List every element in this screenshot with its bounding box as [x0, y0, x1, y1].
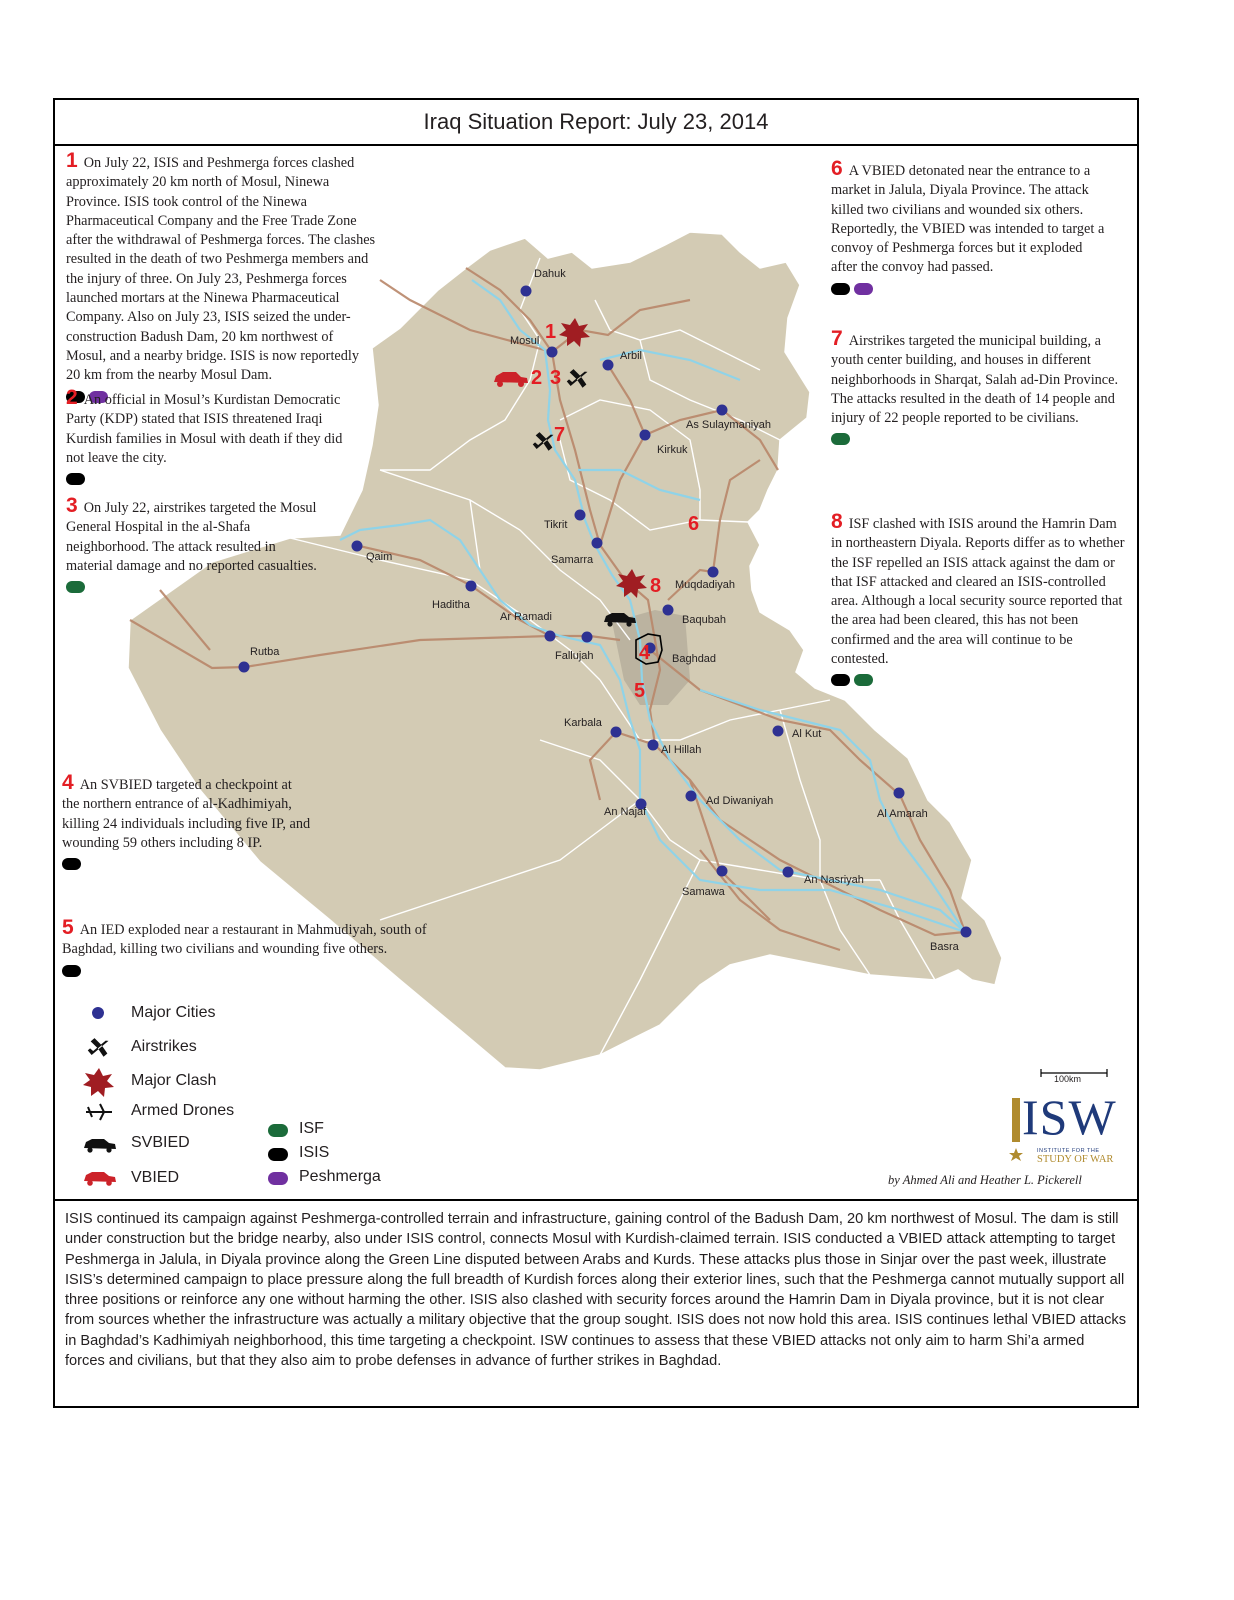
event-7 — [831, 329, 1123, 447]
event-5 — [62, 918, 462, 979]
city-dot-icon — [547, 347, 558, 358]
event-6-number: 6 — [831, 157, 843, 180]
event-2 — [66, 388, 350, 487]
city-label: Fallujah — [555, 650, 594, 662]
city-dot-icon — [773, 726, 784, 737]
city-label: Karbala — [564, 717, 602, 729]
event-5-text: An IED exploded near a restaurant in Mahmudiyah, south of Baghdad, killing two civilians and wounding five others. — [62, 922, 427, 958]
isis-pill — [831, 674, 850, 686]
event-7-text: Airstrikes targeted the municipal building, a youth center building, and houses in different neighborhoods in Sharqat, Salah ad-Din Province. The attacks resulted in the death of 14 people and injury of 22 people reported to be civilians. — [831, 333, 1119, 427]
city-label: Dahuk — [534, 268, 566, 280]
city-label: Basra — [930, 941, 959, 953]
peshmerga-pill — [854, 283, 873, 295]
event-2-number: 2 — [66, 386, 78, 409]
city-label: Qaim — [366, 551, 393, 563]
city-dot-icon — [640, 430, 651, 441]
city-dot-icon — [466, 581, 477, 592]
legend-armed-drone-icon — [86, 1104, 112, 1120]
map-event-number-7: 7 — [554, 424, 566, 446]
event-3-actors — [66, 581, 326, 595]
city-dot-icon — [239, 662, 250, 673]
event-8-number: 8 — [831, 510, 843, 533]
city-label: Al Kut — [792, 728, 822, 740]
city-label: As Sulaymaniyah — [686, 419, 771, 431]
event-1 — [66, 151, 376, 405]
event-6-actors — [831, 283, 1111, 297]
event-3-text: On July 22, airstrikes targeted the Mosul General Hospital in the al-Shafa neighborhood. The attack resulted in material damage and no reported casualties. — [66, 500, 317, 574]
event-7-number: 7 — [831, 327, 843, 350]
event-8-actors — [831, 674, 1131, 688]
map-event-number-6: 6 — [688, 513, 700, 535]
legend-vbied-icon — [84, 1172, 116, 1186]
city-label: An Najaf — [604, 806, 647, 818]
legend-airstrike-icon — [85, 1032, 115, 1061]
legend-symbols — [83, 1007, 288, 1186]
legend-isis: ISIS — [299, 1144, 330, 1161]
legend-major-clash-icon — [83, 1068, 114, 1097]
city-dot-icon — [611, 727, 622, 738]
event-2-text: An official in Mosul’s Kurdistan Democratic Party (KDP) stated that ISIS threatened Iraqi Kurdish families in Mosul with death if they did not leave the city. — [66, 392, 343, 466]
legend-airstrikes: Airstrikes — [131, 1038, 197, 1055]
event-4 — [62, 773, 312, 872]
event-6-text: A VBIED detonated near the entrance to a market in Jalula, Diyala Province. The attack killed two civilians and wounded six others. Reportedly, the VBIED was intended to target a convoy of Peshmerga forces but it exploded after the convoy had passed. — [831, 163, 1105, 276]
scale-label: 100km — [1054, 1074, 1082, 1084]
event-3-number: 3 — [66, 494, 78, 517]
isf-pill — [854, 674, 873, 686]
isf-pill — [831, 433, 850, 445]
map-event-number-8: 8 — [650, 575, 662, 597]
map-event-number-4: 4 — [639, 642, 651, 664]
isis-pill — [62, 965, 81, 977]
event-1-number: 1 — [66, 149, 78, 172]
event-8-text: ISF clashed with ISIS around the Hamrin Dam in northeastern Diyala. Reports differ as to whether the ISF repelled an ISIS attack against the dam or that ISF attacked and cleared an ISIS-controlled area. Although a local security source reported that the area had been cleared, this has not been confirmed and the area will continue to be contested. — [831, 516, 1125, 668]
legend-svbied: SVBIED — [131, 1134, 190, 1151]
city-label: Baqubah — [682, 614, 727, 626]
city-dot-icon — [717, 405, 728, 416]
byline: by Ahmed Ali and Heather L. Pickerell — [888, 1173, 1082, 1187]
legend-isis-pill-icon — [268, 1148, 288, 1161]
city-dot-icon — [582, 632, 593, 643]
isis-pill — [66, 473, 85, 485]
legend-peshmerga: Peshmerga — [299, 1168, 381, 1185]
event-7-actors — [831, 433, 1123, 447]
city-dot-icon — [592, 538, 603, 549]
legend-vbied: VBIED — [131, 1169, 180, 1186]
event-2-actors — [66, 473, 350, 487]
city-dot-icon — [717, 866, 728, 877]
isw-logo-line1: INSTITUTE FOR THE — [1037, 1148, 1100, 1154]
map-event-number-1: 1 — [545, 321, 557, 343]
city-label: Haditha — [432, 599, 470, 611]
city-label: Tikrit — [544, 519, 568, 531]
city-dot-icon — [575, 510, 586, 521]
city-label: Ad Diwaniyah — [706, 795, 774, 807]
city-dot-icon — [783, 867, 794, 878]
event-4-number: 4 — [62, 771, 74, 794]
city-label: Al Hillah — [661, 744, 702, 756]
city-label: Al Amarah — [877, 808, 928, 820]
event-5-actors — [62, 965, 462, 979]
legend-city-dot-icon — [92, 1007, 104, 1019]
event-1-text: On July 22, ISIS and Peshmerga forces clashed approximately 20 km north of Mosul, Ninewa Province. ISIS took control of the Ninewa Pharmaceutical Company and the Free Trade Zone after the withdrawal of Peshmerga forces. The clashes resulted in the death of two Peshmerga members and the injury of three. On July 23, Peshmerga forces launched mortars at the Ninewa Pharmaceutical Company. Also on July 23, ISIS seized the under-construction Badush Dam, 20 km northwest of Mosul, and a nearby bridge. ISIS is now reportedly 20 km from the nearby Mosul Dam. — [66, 155, 376, 384]
city-dot-icon — [961, 927, 972, 938]
city-dot-icon — [686, 791, 697, 802]
map-event-number-5: 5 — [634, 680, 646, 702]
event-4-text: An SVBIED targeted a checkpoint at the northern entrance of al-Kadhimiyah, killing 24 individuals including five IP, and wounding 59 others including 8 IP. — [62, 777, 311, 851]
map-event-number-3: 3 — [550, 367, 562, 389]
isf-pill — [66, 581, 85, 593]
city-dot-icon — [352, 541, 363, 552]
isw-logo-letters: ISW — [1022, 1089, 1117, 1145]
page-title: Iraq Situation Report: July 23, 2014 — [53, 98, 1139, 146]
city-label: Kirkuk — [657, 444, 688, 456]
legend-peshmerga-pill-icon — [268, 1172, 288, 1185]
isis-pill — [62, 858, 81, 870]
city-label: An Nasriyah — [804, 874, 864, 886]
legend-major-clash: Major Clash — [131, 1072, 217, 1089]
legend-major-cities: Major Cities — [131, 1004, 216, 1021]
city-dot-icon — [521, 286, 532, 297]
event-5-number: 5 — [62, 916, 74, 939]
city-label: Rutba — [250, 646, 280, 658]
map-event-number-2: 2 — [531, 367, 543, 389]
event-3 — [66, 496, 326, 595]
city-dot-icon — [648, 740, 659, 751]
legend-armed-drones: Armed Drones — [131, 1102, 235, 1119]
legend-isf-pill-icon — [268, 1124, 288, 1137]
city-label: Ar Ramadi — [500, 611, 552, 623]
event-4-actors — [62, 858, 312, 872]
event-8 — [831, 512, 1131, 688]
city-dot-icon — [663, 605, 674, 616]
city-dot-icon — [603, 360, 614, 371]
legend-isf: ISF — [299, 1120, 324, 1137]
event-6 — [831, 159, 1111, 297]
city-label: Samarra — [551, 554, 594, 566]
city-dot-icon — [894, 788, 905, 799]
isw-logo-line2: STUDY OF WAR — [1037, 1154, 1114, 1165]
city-label: Samawa — [682, 886, 725, 898]
city-dot-icon — [545, 631, 556, 642]
summary-text: ISIS continued its campaign against Peshmerga-controlled terrain and infrastructure, gaining control of the Badush Dam, 20 km northwest of Mosul. The dam is still under construction but the bridge nearby, also under ISIS control, connects Mosul with Kurdish-claimed terrain. ISIS conducted a VBIED attack attempting to target Peshmerga in Jalula, in Diyala province along the Green Line disputed between Arabs and Kurds. These attacks plus those in Sinjar over the past week, illustrate ISIS’s determined campaign to place pressure along the full breadth of Kurdish forces along their exterior lines, such that the Peshmerga cannot mutually support all three positions or reinforce any one without harming the other. ISIS also clashed with security forces around the Hamrin Dam in Diyala province, but it is not clear from sources whether the infrastructure was actually a military objective that the group sought. ISIS does not now hold this area. ISIS continues lethal VBIED attacks in Baghdad’s Kadhimiyah neighborhood, this time targeting a checkpoint. ISW continues to assess that these VBIED attacks not only aim to harm Shi’a armed forces and civilians, but that they also aim to probe defenses in advance of further strikes in Baghdad. — [53, 1199, 1139, 1408]
city-label: Baghdad — [672, 653, 717, 665]
city-dot-icon — [708, 567, 719, 578]
city-label: Arbil — [620, 350, 643, 362]
isis-pill — [831, 283, 850, 295]
legend-svbied-icon — [84, 1139, 116, 1153]
city-label: Mosul — [510, 335, 540, 347]
city-label: Muqdadiyah — [675, 579, 735, 591]
